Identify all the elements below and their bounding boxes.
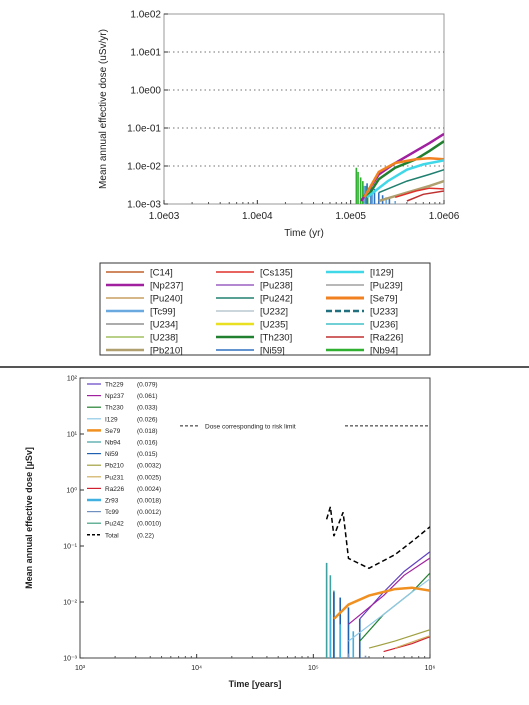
y-tick-label: 10⁻³ <box>63 655 77 663</box>
y-tick-label: 1.0e02 <box>130 9 161 21</box>
legend-value-zr93: (0.0018) <box>137 497 162 505</box>
legend-value-np237: (0.061) <box>137 393 158 401</box>
legend-value-tc99: (0.0012) <box>137 509 162 517</box>
legend-value-th229: (0.079) <box>137 381 158 389</box>
legend-label-u236: [U236] <box>370 319 398 331</box>
legend-label-np237: [Np237] <box>150 280 184 292</box>
legend-label-se79: [Se79] <box>370 293 398 305</box>
x-axis-label: Time (yr) <box>284 228 324 239</box>
legend-label-pb210: Pb210 <box>105 462 124 470</box>
legend-value-ni59: (0.015) <box>137 451 158 459</box>
legend-label-ni59: Ni59 <box>105 451 119 459</box>
legend-label-pu231: Pu231 <box>105 474 124 482</box>
x-tick-label: 10⁶ <box>424 665 436 672</box>
y-tick-label: 1.0e-03 <box>127 199 161 211</box>
legend-label-u235: [U235] <box>260 319 288 331</box>
legend-label-th230: [Th230] <box>260 332 293 344</box>
legend-label-i129: I129 <box>105 416 118 424</box>
y-tick-label: 10² <box>66 375 77 383</box>
legend-value-ra226: (0.0024) <box>137 485 162 493</box>
legend-label-pb210: [Pb210] <box>150 345 183 357</box>
legend-label-tc99: Tc99 <box>105 509 119 517</box>
plot-area <box>164 14 444 204</box>
bottom-figure-panel <box>0 368 529 700</box>
legend-value-nb94: (0.016) <box>137 439 158 447</box>
legend-value-pu231: (0.0025) <box>137 474 162 482</box>
x-tick-label: 10⁴ <box>191 665 203 672</box>
legend-label-nb94: [Nb94] <box>370 345 398 357</box>
x-tick-label: 1.0e05 <box>335 211 366 222</box>
x-tick-label: 10⁵ <box>307 665 319 672</box>
y-tick-label: 1.0e01 <box>130 47 161 59</box>
legend-label-i129: [I129] <box>370 267 394 279</box>
legend-value-th230: (0.033) <box>137 404 158 412</box>
legend-label-u232: [U232] <box>260 306 288 318</box>
legend-label-pu239: [Pu239] <box>370 280 403 292</box>
legend-label-pu242: [Pu242] <box>260 293 293 305</box>
plot-area <box>80 378 430 658</box>
x-axis-label: Time [years] <box>228 679 282 689</box>
legend-label-pu238: [Pu238] <box>260 280 293 292</box>
legend-label-u238: [U238] <box>150 332 178 344</box>
legend-label-tc99: [Tc99] <box>150 306 176 318</box>
legend-label-cs135: [Cs135] <box>260 267 293 279</box>
y-tick-label: 1.0e00 <box>130 85 161 97</box>
y-tick-label: 10⁻¹ <box>63 543 77 551</box>
legend-label-th230: Th230 <box>105 404 124 412</box>
legend-label-ni59: [Ni59] <box>260 345 285 357</box>
legend-label-u233: [U233] <box>370 306 398 318</box>
legend-label-c14: [C14] <box>150 267 173 279</box>
risk-limit-label: Dose corresponding to risk limit <box>205 423 296 431</box>
x-tick-label: 10³ <box>74 665 86 672</box>
y-tick-label: 1.0e-01 <box>127 123 161 135</box>
legend-value-se79: (0.018) <box>137 427 158 435</box>
legend-value-i129: (0.026) <box>137 416 158 424</box>
legend-label-np237: Np237 <box>105 393 125 401</box>
legend-label-th229: Th229 <box>105 381 124 389</box>
y-tick-label: 10¹ <box>66 431 77 439</box>
legend-label-pu240: [Pu240] <box>150 293 183 305</box>
legend-value-pu242: (0.0010) <box>137 520 162 528</box>
y-tick-label: 10⁰ <box>66 487 77 495</box>
legend-value-pb210: (0.0032) <box>137 462 162 470</box>
legend-label-total: Total <box>105 532 119 540</box>
legend-label-zr93: Zr93 <box>105 497 119 505</box>
x-tick-label: 1.0e06 <box>428 211 460 222</box>
legend-label-se79: Se79 <box>105 427 121 435</box>
legend-label-ra226: Ra226 <box>105 485 125 493</box>
legend-label-u234: [U234] <box>150 319 178 331</box>
y-tick-label: 10⁻² <box>63 599 77 607</box>
x-tick-label: 1.0e03 <box>148 211 180 222</box>
y-axis-label: Mean annual effective dose [µSv] <box>24 447 34 589</box>
legend-label-nb94: Nb94 <box>105 439 121 447</box>
y-axis-label: Mean annual effective dose (uSv/yr) <box>98 29 109 189</box>
y-tick-label: 1.0e-02 <box>127 161 161 173</box>
legend-label-pu242: Pu242 <box>105 520 124 528</box>
legend-value-total: (0.22) <box>137 532 154 540</box>
x-tick-label: 1.0e04 <box>242 211 273 222</box>
chart-2 <box>0 368 529 700</box>
legend-label-ra226: [Ra226] <box>370 332 404 344</box>
